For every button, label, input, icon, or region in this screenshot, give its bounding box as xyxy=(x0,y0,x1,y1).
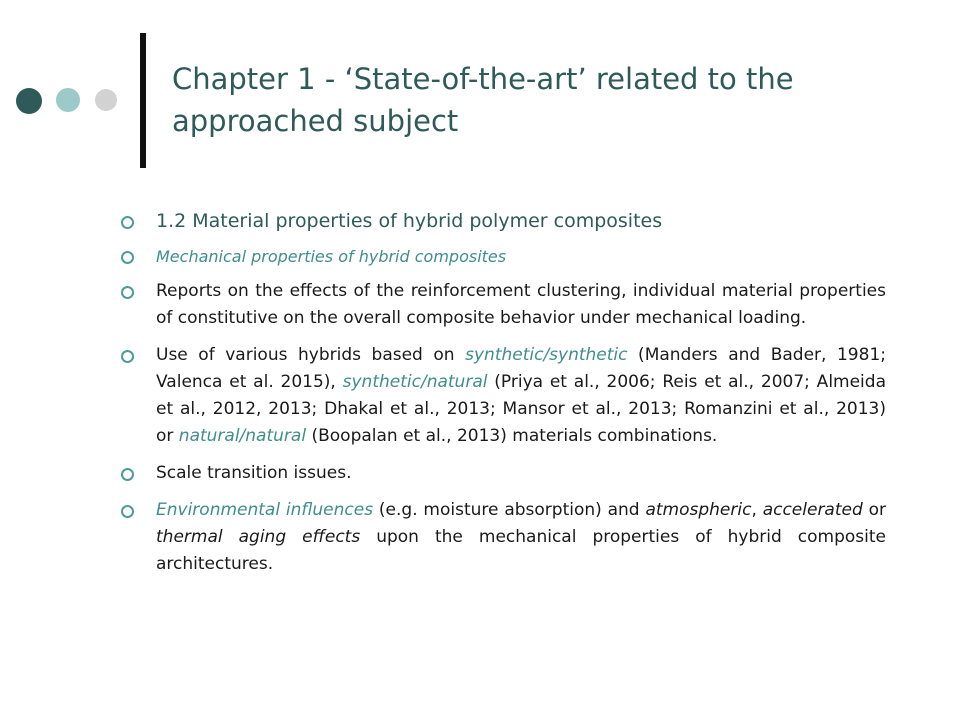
bullet-marker-icon xyxy=(121,350,134,363)
title-divider-bar xyxy=(140,33,146,168)
decor-dot-teal xyxy=(56,88,80,112)
bullet-text: Reports on the effects of the reinforcement clustering, individual material properties of constitutive on the overall composite behavior under mechanical loading. xyxy=(156,281,886,328)
bullet-italic: accelerated xyxy=(762,500,863,520)
decor-dot-grey xyxy=(95,89,117,111)
bullet-marker-icon xyxy=(121,216,134,229)
bullet-marker-icon xyxy=(121,468,134,481)
bullet-emphasis: natural/natural xyxy=(178,426,307,446)
bullet-italic: thermal aging effects xyxy=(156,527,361,547)
bullet-text-part: (Manders and Bader, 1981; Valenca et al. 2015), xyxy=(156,345,886,392)
bullet-item-section-heading xyxy=(118,207,886,235)
decor-dot-dark xyxy=(16,88,42,114)
bullet-item-environmental xyxy=(118,497,886,578)
bullet-emphasis: synthetic/natural xyxy=(342,372,488,392)
bullet-item-hybrids xyxy=(118,342,886,450)
bullet-marker-icon xyxy=(121,286,134,299)
bullet-text: Mechanical properties of hybrid composites xyxy=(156,247,507,266)
bullet-text-part: upon the mechanical properties of hybrid composite architectures. xyxy=(156,527,886,574)
bullet-text: 1.2 Material properties of hybrid polymer composites xyxy=(156,210,663,232)
bullet-marker-icon xyxy=(121,251,134,264)
bullet-text-part: , xyxy=(751,500,763,520)
slide-title: Chapter 1 - ‘State-of-the-art’ related to the approached subject xyxy=(172,62,794,138)
bullet-item-subheading xyxy=(118,243,886,270)
bullet-emphasis: synthetic/synthetic xyxy=(465,345,628,365)
bullet-text-part: (e.g. moisture absorption) and xyxy=(373,500,646,520)
bullet-text: Scale transition issues. xyxy=(156,463,352,483)
bullet-text-part: (Priya et al., 2006; Reis et al., 2007; Almeida et al., 2012, 2013; Dhakal et al., 2013; Mansor et al., 2013; Romanzini et al., 2013) or xyxy=(156,372,886,446)
bullet-italic: atmospheric xyxy=(645,500,752,520)
bullet-item-scale-transition xyxy=(118,460,886,487)
bullet-marker-icon xyxy=(121,505,134,518)
bullet-text-part: (Boopalan et al., 2013) materials combinations. xyxy=(306,426,718,446)
bullet-text-part: Use of various hybrids based on xyxy=(156,345,466,365)
bullet-emphasis: Environmental influences xyxy=(156,500,374,520)
bullet-list xyxy=(118,207,886,588)
bullet-text-part: or xyxy=(862,500,886,520)
bullet-item-clustering xyxy=(118,278,886,332)
